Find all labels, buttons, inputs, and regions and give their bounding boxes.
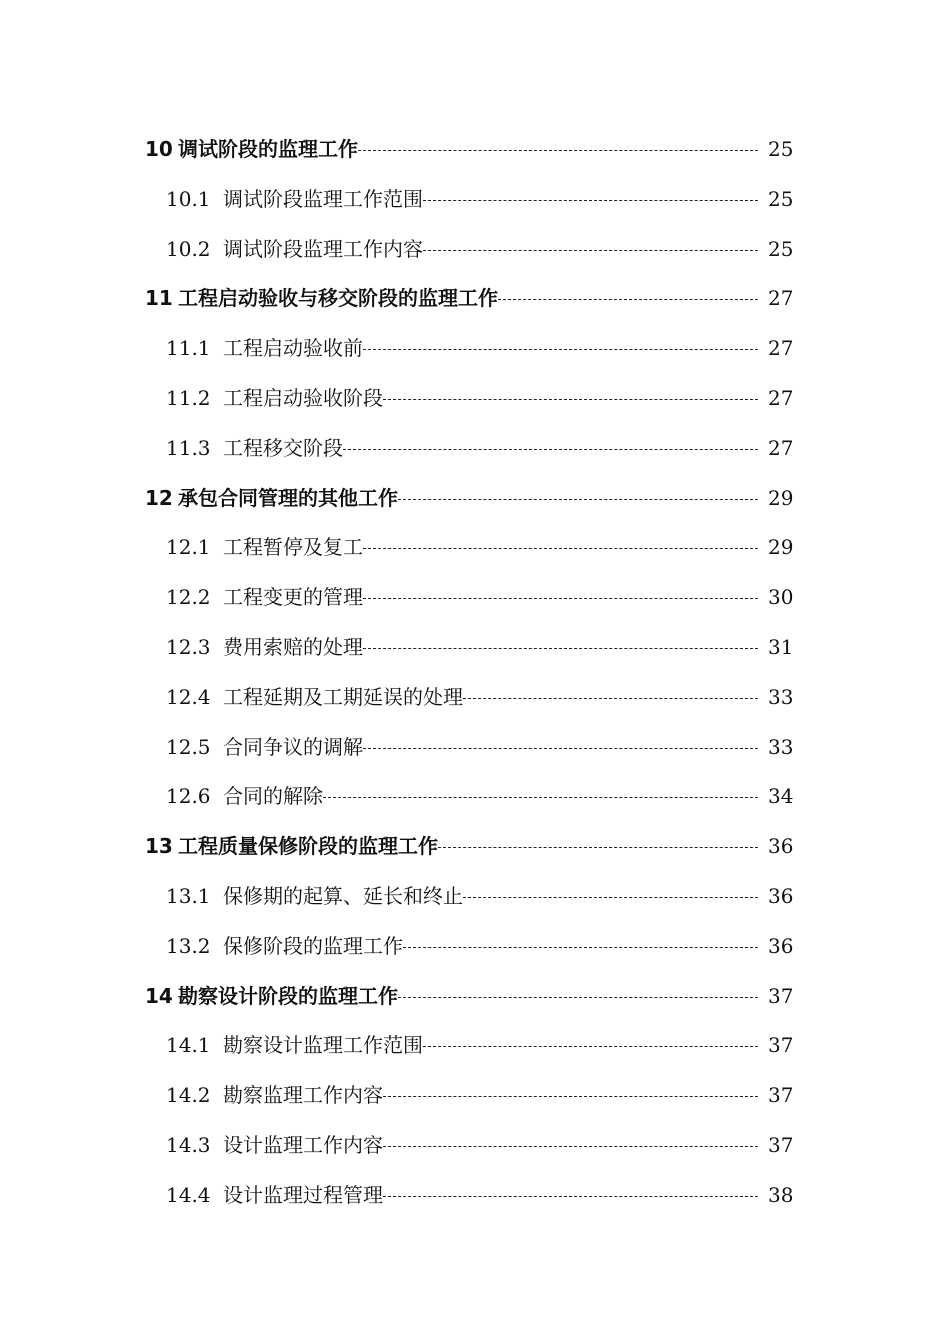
toc-page-number: 27 (768, 385, 794, 410)
toc-section-entry[interactable] (0, 922, 950, 972)
toc-section-entry[interactable] (0, 1071, 950, 1121)
toc-dot-leader (363, 648, 758, 649)
toc-section-entry[interactable] (0, 424, 950, 474)
toc-dot-leader (383, 399, 758, 400)
toc-section-entry[interactable] (0, 175, 950, 225)
toc-entry-title: 调试阶段监理工作内容 (223, 236, 423, 261)
toc-page-number: 31 (768, 634, 794, 659)
toc-dot-leader (498, 299, 758, 300)
toc-entry-number: 14 (145, 983, 173, 1008)
toc-dot-leader (383, 1196, 758, 1197)
toc-entry-number: 10 (145, 137, 173, 161)
toc-entry-title: 勘察监理工作内容 (223, 1083, 383, 1108)
toc-dot-leader (363, 548, 758, 549)
toc-entry-title: 费用索赔的处理 (223, 634, 363, 659)
toc-section-entry[interactable] (0, 523, 950, 573)
toc-entry-number: 13.1 (166, 883, 211, 908)
toc-page-number: 29 (768, 485, 794, 510)
toc-entry-title: 调试阶段的监理工作 (178, 137, 358, 161)
toc-page-number: 27 (768, 336, 794, 361)
toc-page-number: 37 (768, 1132, 794, 1157)
toc-chapter-entry[interactable] (0, 822, 950, 872)
toc-section-entry[interactable] (0, 1121, 950, 1171)
toc-dot-leader (363, 748, 758, 749)
toc-entry-title: 保修期的起算、延长和终止 (223, 883, 463, 908)
toc-entry-number: 13.2 (166, 933, 211, 958)
toc-chapter-entry[interactable] (0, 125, 950, 175)
toc-dot-leader (463, 897, 758, 898)
toc-page-number: 36 (768, 933, 794, 958)
toc-entry-title: 保修阶段的监理工作 (223, 933, 403, 958)
toc-page-number: 33 (768, 684, 794, 709)
toc-entry-number: 14.3 (166, 1132, 211, 1157)
toc-entry-title: 调试阶段监理工作范围 (223, 186, 423, 211)
toc-section-entry[interactable] (0, 573, 950, 623)
toc-section-entry[interactable] (0, 673, 950, 723)
toc-page-number: 36 (768, 834, 794, 859)
toc-chapter-entry[interactable] (0, 474, 950, 524)
toc-dot-leader (383, 1146, 758, 1147)
toc-entry-number: 11 (145, 286, 173, 311)
toc-page-number: 37 (768, 983, 794, 1008)
toc-dot-leader (383, 1096, 758, 1097)
toc-dot-leader (398, 499, 758, 500)
toc-entry-number: 12.3 (166, 634, 211, 659)
toc-entry-title: 合同的解除 (223, 784, 323, 809)
toc-section-entry[interactable] (0, 1021, 950, 1071)
toc-page-number: 37 (768, 1083, 794, 1108)
toc-entry-number: 12.5 (166, 734, 211, 759)
toc-page-number: 25 (768, 236, 794, 261)
toc-section-entry[interactable] (0, 872, 950, 922)
toc-entry-title: 合同争议的调解 (223, 734, 363, 759)
toc-dot-leader (463, 698, 758, 699)
toc-entry-number: 10.1 (166, 186, 211, 211)
toc-entry-title: 工程变更的管理 (223, 585, 363, 610)
toc-entry-number: 12.2 (166, 585, 211, 610)
toc-dot-leader (423, 1046, 758, 1047)
toc-dot-leader (398, 997, 758, 998)
toc-dot-leader (323, 797, 758, 798)
toc-page-number: 33 (768, 734, 794, 759)
toc-entry-title: 设计监理过程管理 (223, 1182, 383, 1207)
toc-entry-number: 12.6 (166, 784, 211, 809)
toc-section-entry[interactable] (0, 374, 950, 424)
toc-entry-number: 11.1 (166, 336, 211, 361)
toc-page-number: 34 (768, 784, 794, 809)
toc-section-entry[interactable] (0, 723, 950, 773)
toc-page-number: 38 (768, 1182, 794, 1207)
toc-entry-number: 12.1 (166, 535, 211, 560)
toc-entry-title: 工程质量保修阶段的监理工作 (178, 834, 438, 859)
toc-dot-leader (363, 598, 758, 599)
toc-entry-title: 工程启动验收前 (223, 336, 363, 361)
toc-entry-number: 14.4 (166, 1182, 211, 1207)
toc-entry-number: 10.2 (166, 236, 211, 261)
toc-dot-leader (343, 449, 758, 450)
toc-entry-title: 设计监理工作内容 (223, 1132, 383, 1157)
toc-page-number: 25 (768, 186, 794, 211)
toc-page-number: 30 (768, 585, 794, 610)
toc-entry-number: 12.4 (166, 684, 211, 709)
toc-dot-leader (363, 349, 758, 350)
toc-entry-title: 工程启动验收阶段 (223, 385, 383, 410)
toc-dot-leader (403, 947, 758, 948)
toc-entry-title: 勘察设计监理工作范围 (223, 1033, 423, 1058)
toc-section-entry[interactable] (0, 623, 950, 673)
toc-section-entry[interactable] (0, 225, 950, 275)
toc-entry-title: 勘察设计阶段的监理工作 (178, 983, 398, 1008)
toc-entry-title: 工程启动验收与移交阶段的监理工作 (178, 286, 498, 311)
toc-chapter-entry[interactable] (0, 274, 950, 324)
toc-entry-number: 13 (145, 834, 173, 859)
toc-entry-number: 11.2 (166, 385, 211, 410)
toc-entry-title: 工程延期及工期延误的处理 (223, 684, 463, 709)
toc-entry-number: 14.2 (166, 1083, 211, 1108)
toc-section-entry[interactable] (0, 772, 950, 822)
table-of-contents (0, 125, 950, 1221)
toc-entry-title: 工程暂停及复工 (223, 535, 363, 560)
toc-entry-title: 工程移交阶段 (223, 435, 343, 460)
toc-page-number: 37 (768, 1033, 794, 1058)
toc-dot-leader (423, 250, 758, 251)
toc-entry-number: 14.1 (166, 1033, 211, 1058)
toc-page-number: 29 (768, 535, 794, 560)
toc-section-entry[interactable] (0, 324, 950, 374)
toc-page-number: 36 (768, 883, 794, 908)
toc-entry-title: 承包合同管理的其他工作 (178, 485, 398, 510)
toc-page-number: 25 (768, 137, 794, 161)
toc-dot-leader (358, 150, 758, 151)
toc-page-number: 27 (768, 435, 794, 460)
toc-section-entry[interactable] (0, 1171, 950, 1221)
toc-chapter-entry[interactable] (0, 972, 950, 1022)
toc-entry-number: 12 (145, 485, 173, 510)
toc-dot-leader (423, 200, 758, 201)
toc-dot-leader (438, 847, 758, 848)
toc-entry-number: 11.3 (166, 435, 211, 460)
toc-page-number: 27 (768, 286, 794, 311)
